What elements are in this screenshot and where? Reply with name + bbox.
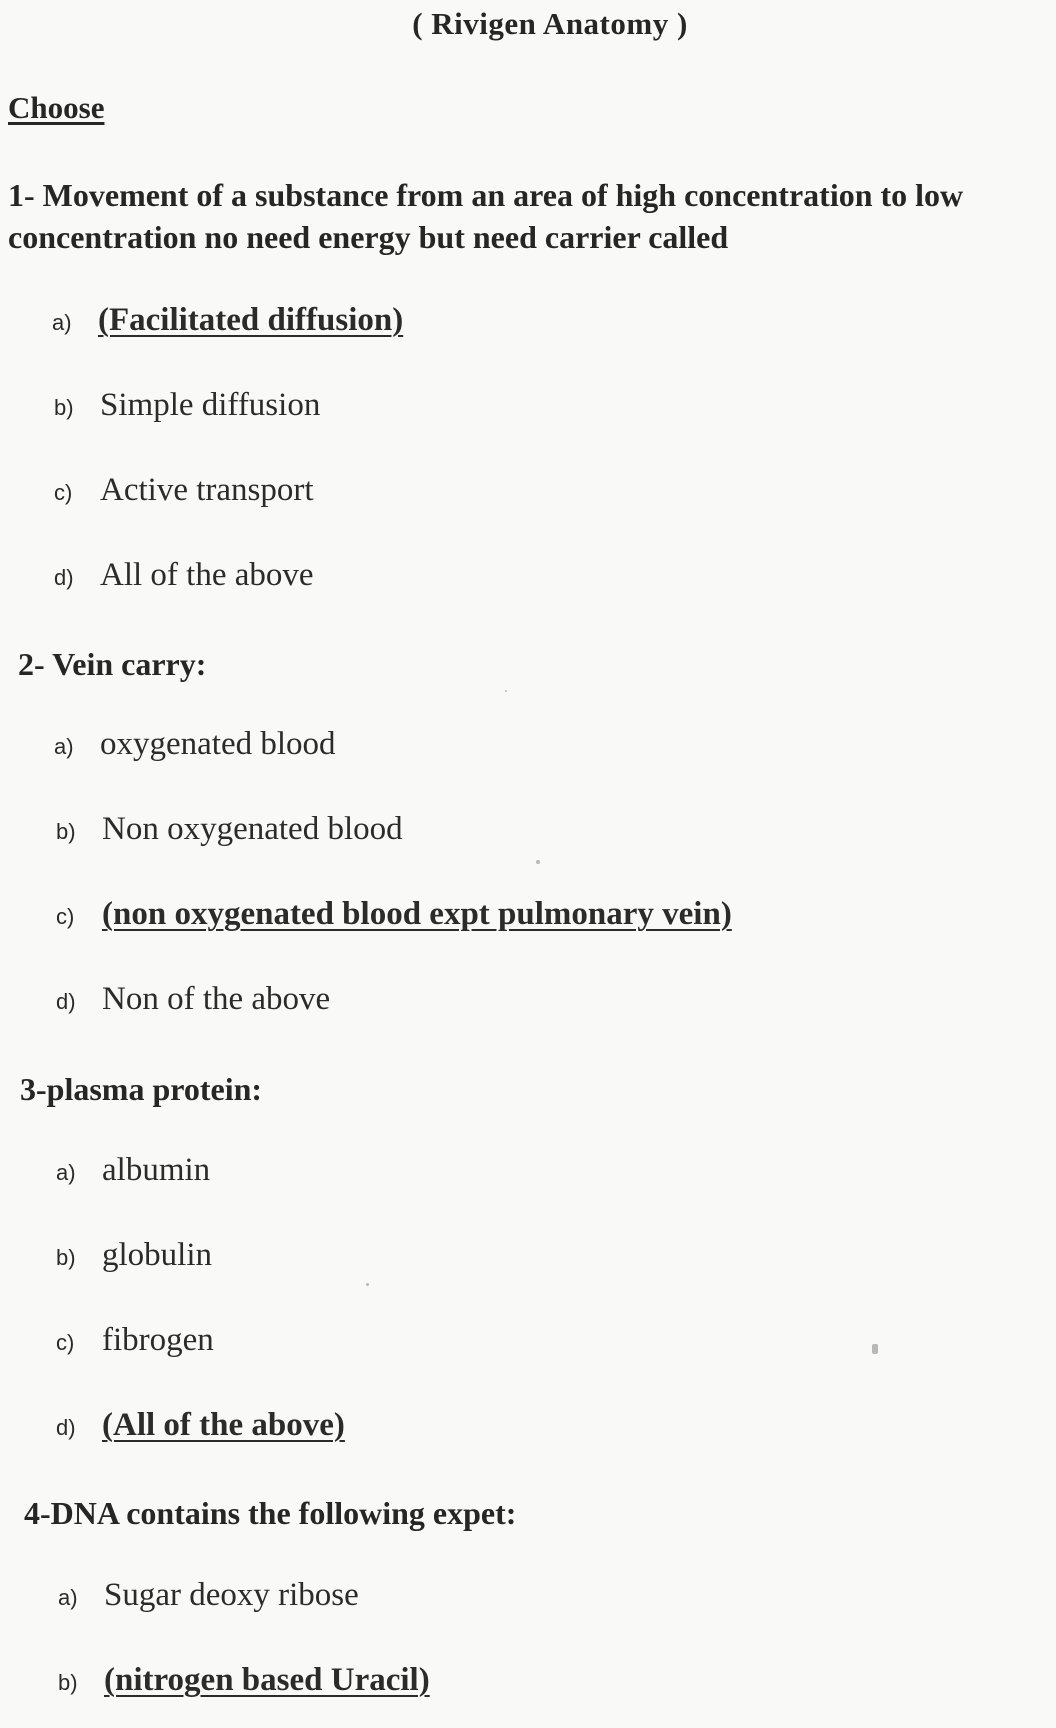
option-3c [56,1322,214,1359]
option-letter: b) [56,819,76,844]
option-3d [56,1407,345,1444]
option-text: fibrogen [102,1322,214,1358]
option-letter: d) [54,565,74,590]
document-title: ( Rivigen Anatomy ) [412,6,688,41]
question-3: 3-plasma protein: [20,1071,263,1107]
option-3b [56,1237,212,1274]
option-letter: a) [58,1585,78,1610]
option-letter: d) [56,1415,76,1440]
section-heading: Choose [8,90,105,125]
option-2d [56,981,330,1018]
scan-speck [536,860,540,864]
option-2b [56,811,403,848]
option-text: Non oxygenated blood [102,811,403,847]
option-text: Non of the above [102,981,331,1017]
scan-speck [366,1283,369,1286]
scan-speck [505,690,507,692]
option-text-answer: (Facilitated diffusion) [98,302,404,338]
option-letter: c) [54,480,73,505]
option-letter: c) [56,904,75,929]
option-text: All of the above [100,557,314,593]
option-text: albumin [102,1152,211,1188]
question-2: 2- Vein carry: [18,646,207,682]
option-letter: c) [56,1330,75,1355]
option-letter: b) [54,395,74,420]
option-1c [54,472,314,509]
option-letter: b) [56,1245,76,1270]
option-4b [58,1662,430,1699]
option-letter: a) [56,1160,76,1185]
option-text: Simple diffusion [100,387,321,423]
option-text: Sugar deoxy ribose [104,1577,359,1613]
option-text-answer: (All of the above) [102,1407,345,1443]
option-text: Active transport [100,472,314,508]
option-text-answer: (nitrogen based Uracil) [104,1662,430,1698]
option-letter: a) [54,734,74,759]
option-text: globulin [102,1237,213,1273]
option-letter: a) [52,310,72,335]
question-1: 1- Movement of a substance from an area of high concentration to low concentration no need energy but need carrier called [8,177,964,255]
question-4: 4-DNA contains the following expet: [24,1495,517,1531]
option-4a [58,1577,359,1614]
option-1b [54,387,320,424]
option-1a [52,302,403,339]
option-letter: b) [58,1670,78,1695]
scan-speck [872,1344,878,1354]
option-2c [56,896,732,933]
option-1d [54,557,314,594]
option-3a [56,1152,210,1189]
option-2a [54,726,336,763]
option-text-answer: (non oxygenated blood expt pulmonary vein) [102,896,732,932]
option-letter: d) [56,989,76,1014]
option-text: oxygenated blood [100,726,336,762]
